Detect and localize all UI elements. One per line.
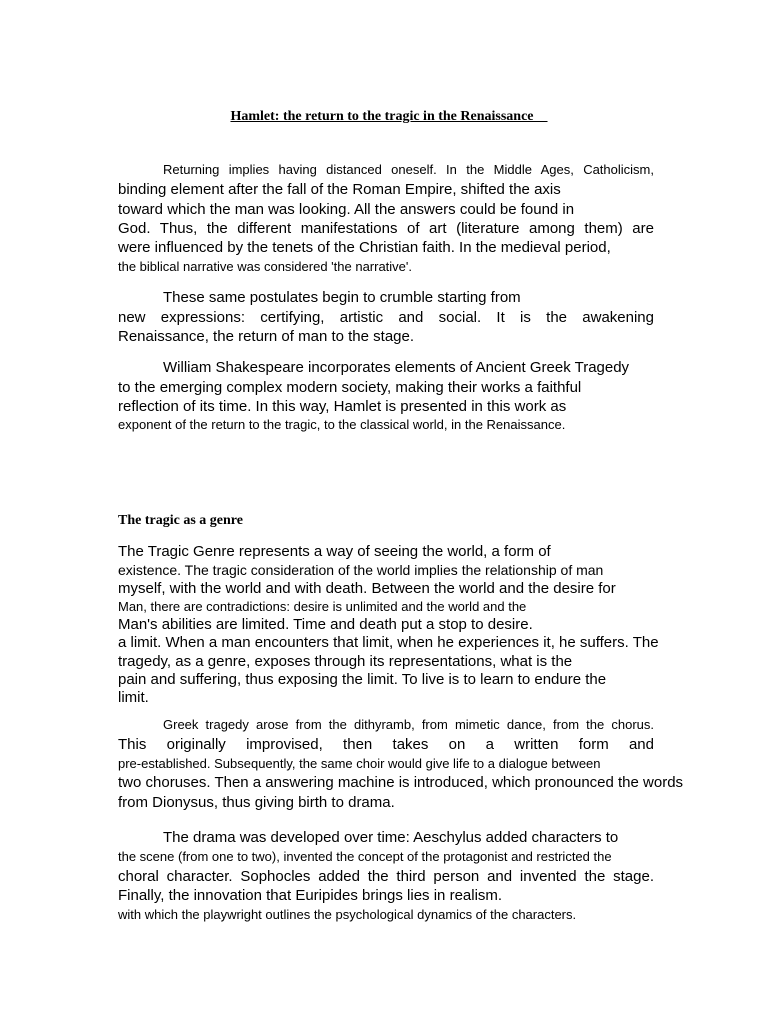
document-title: Hamlet: the return to the tragic in the Renaissance xyxy=(230,109,548,124)
paragraph-line: Greek tragedy arose from the dithyramb, from mimetic dance, from the chorus. xyxy=(163,717,654,732)
paragraph-line: God. Thus, the different manifestations of art (literature among them) are xyxy=(118,220,654,237)
paragraph-line: William Shakespeare incorporates elements of Ancient Greek Tragedy xyxy=(163,359,630,376)
paragraph-line: to the emerging complex modern society, making their works a faithful xyxy=(118,379,582,396)
paragraph-line: Man's abilities are limited. Time and death put a stop to desire. xyxy=(118,616,533,633)
paragraph-line: limit. xyxy=(118,689,149,706)
paragraph-line: the biblical narrative was considered 'the narrative'. xyxy=(118,259,413,274)
paragraph-line: Returning implies having distanced oneself. In the Middle Ages, Catholicism, xyxy=(163,162,654,177)
paragraph-line: This originally improvised, then takes on a written form and xyxy=(118,736,654,753)
paragraph-line: These same postulates begin to crumble starting from xyxy=(163,289,521,306)
paragraph-line: Finally, the innovation that Euripides brings lies in realism. xyxy=(118,887,503,904)
paragraph-line: the scene (from one to two), invented the concept of the protagonist and restricted the xyxy=(118,849,612,864)
paragraph-line: new expressions: certifying, artistic and social. It is the awakening xyxy=(118,309,654,326)
paragraph-line: from Dionysus, thus giving birth to drama. xyxy=(118,794,395,811)
paragraph-line: Man, there are contradictions: desire is unlimited and the world and the xyxy=(118,599,527,614)
paragraph-line: pain and suffering, thus exposing the limit. To live is to learn to endure the xyxy=(118,671,607,688)
section-heading: The tragic as a genre xyxy=(118,513,243,528)
paragraph-line: were influenced by the tenets of the Christian faith. In the medieval period, xyxy=(118,239,611,256)
paragraph-line: a limit. When a man encounters that limit, when he experiences it, he suffers. The xyxy=(118,634,659,651)
paragraph-line: myself, with the world and with death. Between the world and the desire for xyxy=(118,580,616,597)
paragraph-line: pre-established. Subsequently, the same choir would give life to a dialogue between xyxy=(118,756,601,771)
paragraph-line: tragedy, as a genre, exposes through its representations, what is the xyxy=(118,653,573,670)
paragraph-line: The Tragic Genre represents a way of seeing the world, a form of xyxy=(118,543,551,560)
paragraph-line: choral character. Sophocles added the third person and invented the stage. xyxy=(118,868,654,885)
paragraph-line: The drama was developed over time: Aeschylus added characters to xyxy=(163,829,619,846)
paragraph-line: with which the playwright outlines the psychological dynamics of the characters. xyxy=(118,907,577,922)
paragraph-line: existence. The tragic consideration of the world implies the relationship of man xyxy=(118,562,604,578)
paragraph-line: exponent of the return to the tragic, to the classical world, in the Renaissance. xyxy=(118,417,566,432)
paragraph-line: two choruses. Then a answering machine is introduced, which pronounced the words xyxy=(118,774,684,791)
paragraph-line: binding element after the fall of the Roman Empire, shifted the axis xyxy=(118,181,561,198)
paragraph-line: Renaissance, the return of man to the stage. xyxy=(118,328,415,345)
paragraph-line: toward which the man was looking. All the answers could be found in xyxy=(118,201,575,218)
paragraph-line: reflection of its time. In this way, Hamlet is presented in this work as xyxy=(118,398,567,415)
